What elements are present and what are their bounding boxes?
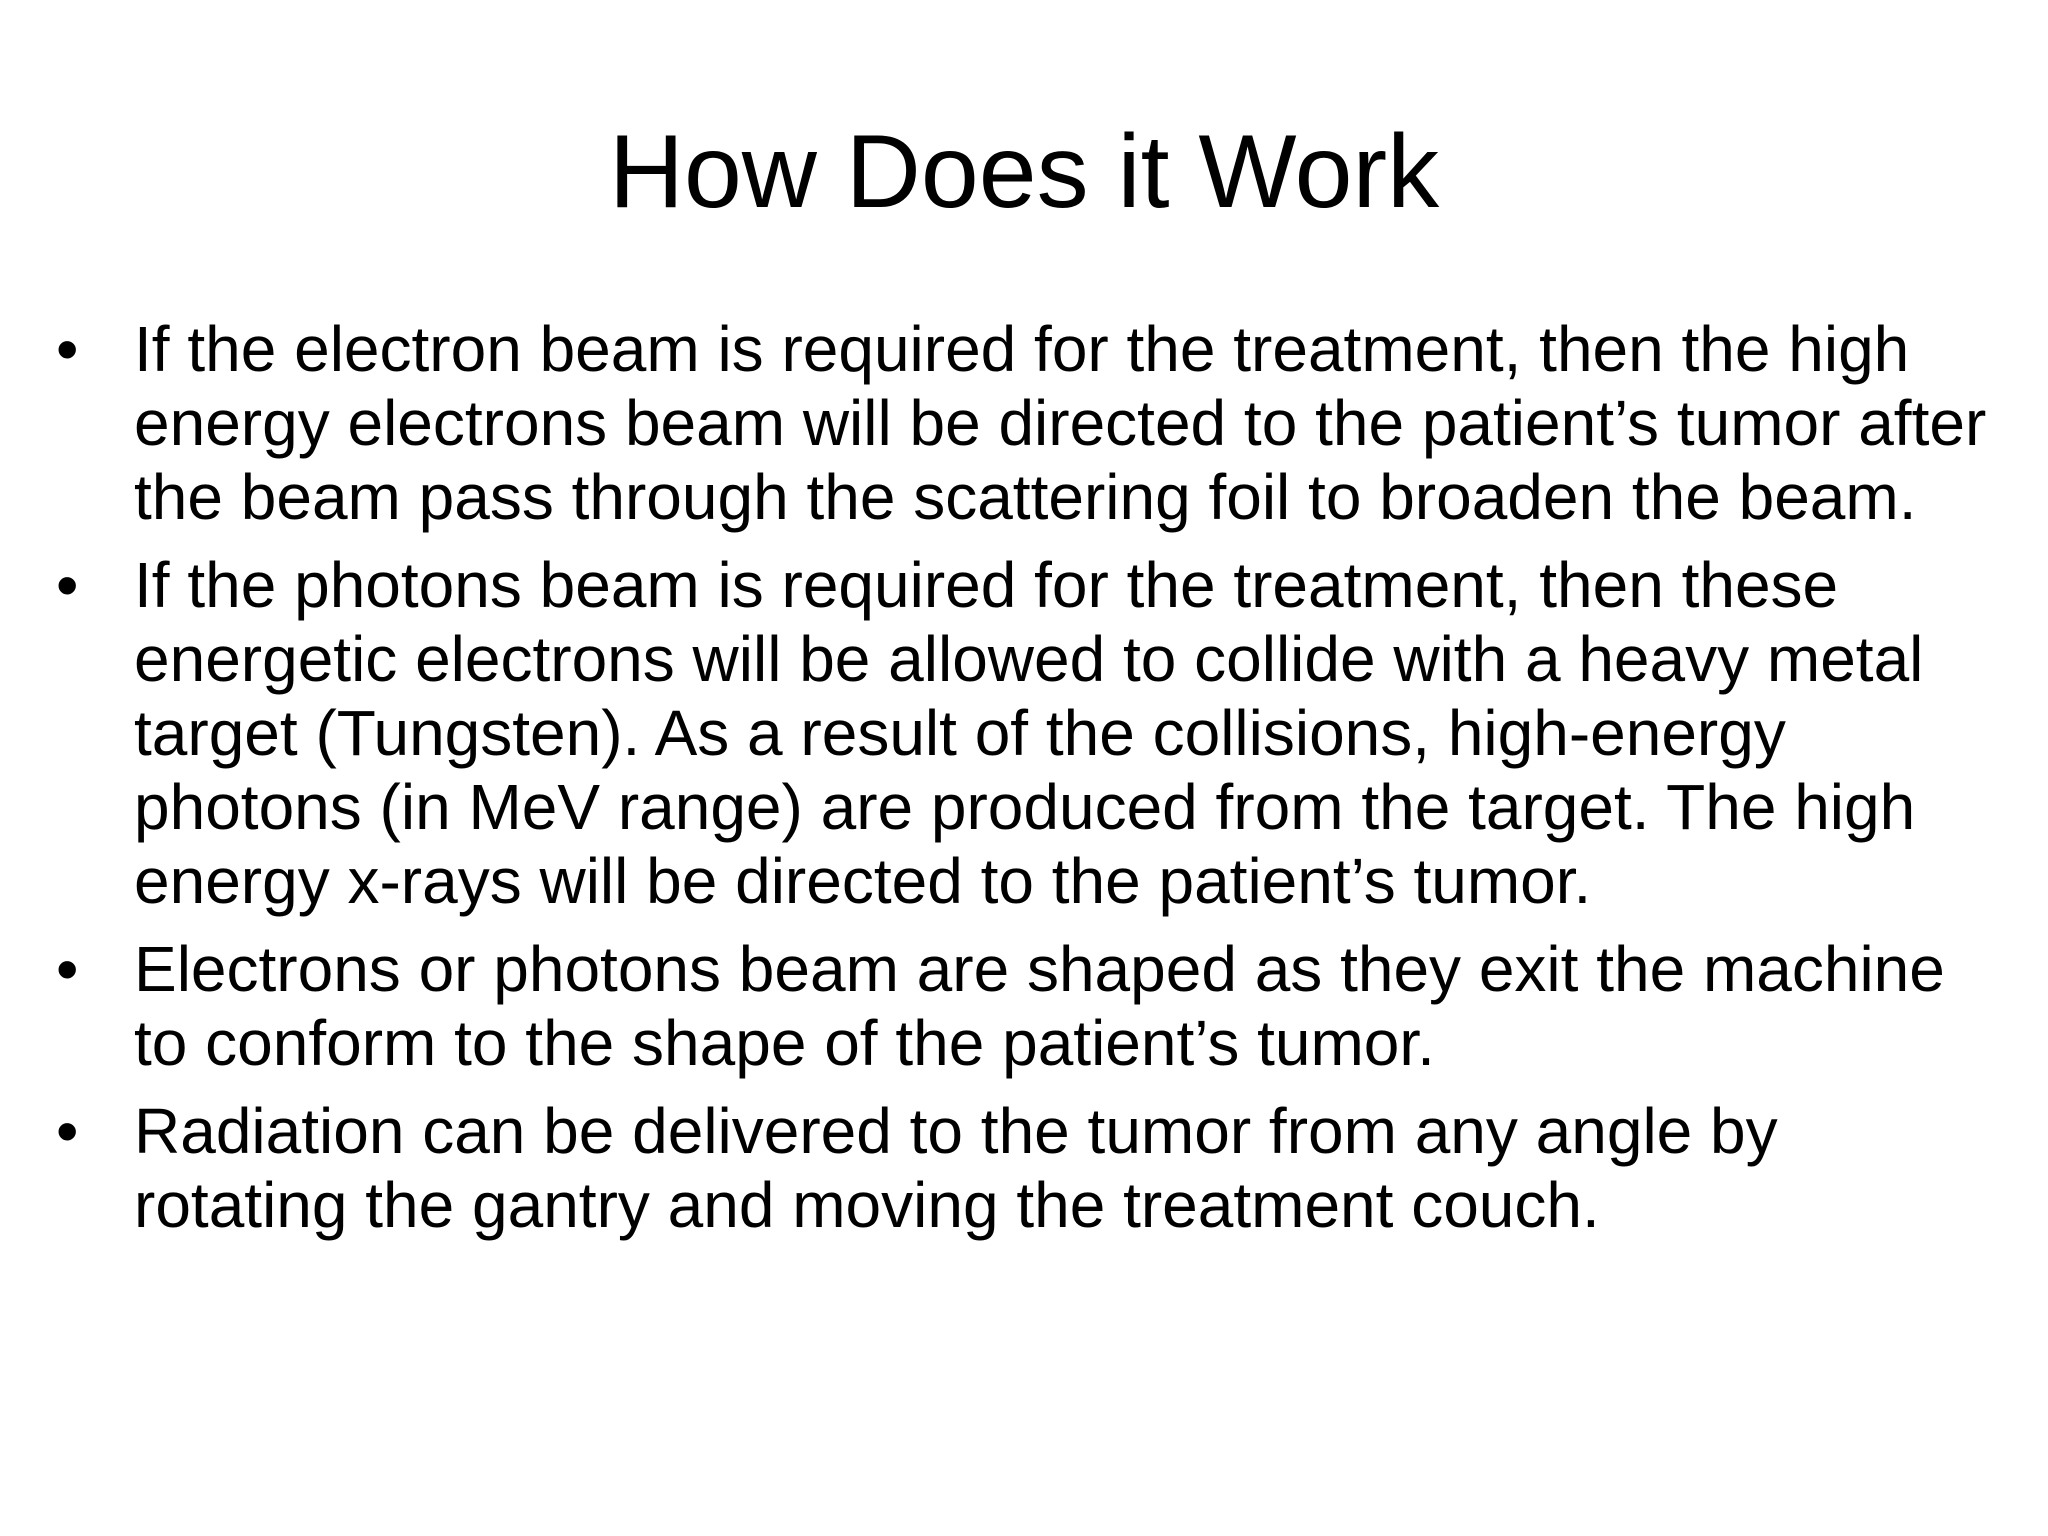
bullet-list xyxy=(52,312,2002,1256)
bullet-text: Radiation can be delivered to the tumor from any angle by rotating the gantry and moving the treatment couch. xyxy=(134,1095,1778,1241)
bullet-icon: • xyxy=(56,1095,79,1167)
bullet-icon: • xyxy=(56,933,79,1005)
slide-title: How Does it Work xyxy=(608,114,1440,230)
bullet-text: Electrons or photons beam are shaped as they exit the machine to conform to the shape of the patient’s tumor. xyxy=(134,933,1945,1079)
bullet-item xyxy=(52,1094,2002,1242)
bullet-item xyxy=(52,312,2002,534)
bullet-icon: • xyxy=(56,549,79,621)
bullet-text: If the photons beam is required for the treatment, then these energetic electrons will be allowed to collide with a heavy metal target (Tungsten). As a result of the collisions, high-energy photons (in MeV range) are produced from the target. The high energy x-rays will be directed to the patient’s tumor. xyxy=(134,549,1924,917)
bullet-item xyxy=(52,932,2002,1080)
bullet-text: If the electron beam is required for the treatment, then the high energy electrons beam will be directed to the patient’s tumor after the beam pass through the scattering foil to broaden the beam. xyxy=(134,313,1987,533)
bullet-icon: • xyxy=(56,313,79,385)
bullet-item xyxy=(52,548,2002,918)
